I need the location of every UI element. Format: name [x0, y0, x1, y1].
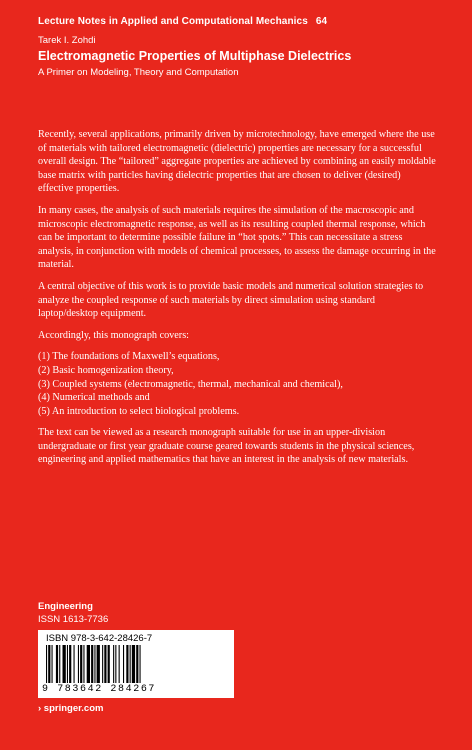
- barcode-bar: [136, 645, 138, 683]
- barcode-bar: [83, 645, 84, 683]
- barcode-bar: [69, 645, 71, 683]
- list-item: (1) The foundations of Maxwell’s equations,: [38, 351, 220, 363]
- blurb: [38, 128, 436, 475]
- subject-category: Engineering: [38, 601, 93, 612]
- barcode-bar: [119, 645, 120, 683]
- barcode-bar: [80, 645, 82, 683]
- barcode-bar: [108, 645, 110, 683]
- barcode-bar: [78, 645, 79, 683]
- barcode-bar: [67, 645, 68, 683]
- barcode-bar: [97, 645, 100, 683]
- barcode-digits: 9 783642 284267: [42, 684, 157, 695]
- list-item: (2) Basic homogenization theory,: [38, 364, 174, 376]
- blurb-paragraph-5: The text can be viewed as a research monograph suitable for use in an upper-division undergraduate or first year graduate course geared towards students in the physical sciences, engineering and applied mathematics that have an interest in the analysis of new materials.: [38, 427, 415, 466]
- barcode-bar: [56, 645, 58, 683]
- book-subtitle: A Primer on Modeling, Theory and Computation: [38, 67, 239, 78]
- book-title: Electromagnetic Properties of Multiphase Dielectrics: [38, 49, 352, 63]
- barcode-bar: [63, 645, 66, 683]
- publisher-url: › springer.com: [38, 703, 104, 714]
- blurb-paragraph-1: Recently, several applications, primarily driven by microtechnology, have emerged where the use of materials with tailored electromagnetic (dielectric) properties are necessary for a successful overall design. The “tailored” aggregate properties are achieved by combining an easily moldable base matrix with particles having dielectric properties that are chosen to deliver (desired) effective properties.: [38, 129, 436, 195]
- barcode-bar: [48, 645, 50, 683]
- barcode-bar: [123, 645, 124, 683]
- blurb-paragraph-4: Accordingly, this monograph covers:: [38, 329, 189, 341]
- barcode-bar: [104, 645, 106, 683]
- barcode-bar: [113, 645, 114, 683]
- topics-list: [38, 350, 436, 418]
- barcode-bar: [74, 645, 75, 683]
- barcode-icon: [46, 645, 228, 683]
- barcode-panel: [38, 630, 234, 698]
- barcode-bar: [126, 645, 128, 683]
- series-title: [38, 16, 327, 27]
- list-item: (5) An introduction to select biological problems.: [38, 405, 240, 417]
- blurb-paragraph-3: A central objective of this work is to provide basic models and numerical solution strategies to analyze the coupled response of such materials by direct simulation using standard laptop/desktop equipment.: [38, 280, 424, 320]
- barcode-bar: [130, 645, 131, 683]
- barcode-bar: [115, 645, 116, 683]
- barcode-bar: [91, 645, 93, 683]
- barcode-bar: [46, 645, 47, 683]
- isbn-number: ISBN 978-3-642-28426-7: [46, 633, 153, 644]
- author-name: Tarek I. Zohdi: [38, 35, 96, 46]
- list-item: (3) Coupled systems (electromagnetic, thermal, mechanical and chemical),: [38, 378, 343, 390]
- barcode-bar: [102, 645, 103, 683]
- barcode-bar: [140, 645, 141, 683]
- barcode-bar: [52, 645, 53, 683]
- barcode-bar: [59, 645, 60, 683]
- barcode-bar: [132, 645, 135, 683]
- barcode-bar: [87, 645, 90, 683]
- list-item: (4) Numerical methods and: [38, 392, 150, 404]
- series-volume: 64: [315, 16, 328, 27]
- issn-number: ISSN 1613-7736: [38, 614, 109, 625]
- series-name: Lecture Notes in Applied and Computational Mechanics: [38, 16, 308, 27]
- barcode-bar: [94, 645, 95, 683]
- blurb-paragraph-2: In many cases, the analysis of such materials requires the simulation of the macroscopic and microscopic electromagnetic response, as well as its resulting coupled thermal response, which can be important to determine possible failure in “hot spots.” This can necessitate a stress analysis, in conjunction with models of chemical processes, to assess the damage occurring in the material.: [38, 204, 436, 271]
